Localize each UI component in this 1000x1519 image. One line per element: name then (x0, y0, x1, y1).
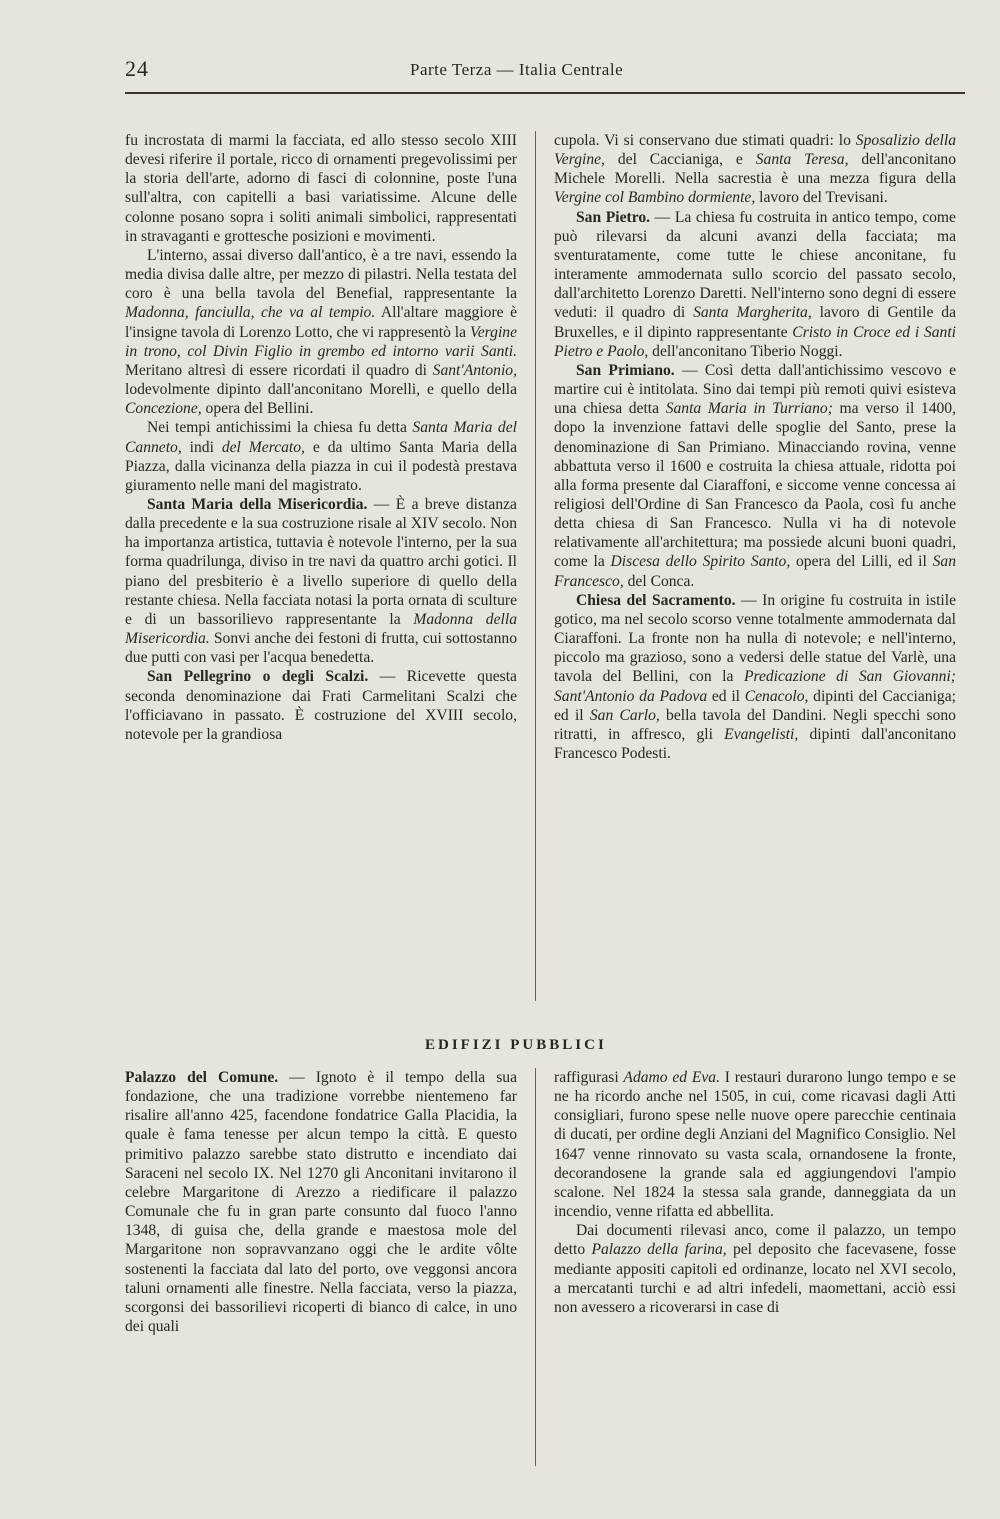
entry-heading: San Pietro. (576, 208, 651, 226)
text: indi (181, 438, 222, 456)
text: e da ultimo Santa Maria della Piazza, dalla vicinanza della piazza in cui il podestà prestava giuramento nelle mani del magistrato. (125, 438, 517, 494)
column-bottom-right (554, 1068, 956, 1317)
text: L'interno, assai diverso dall'antico, è a tre navi, essendo la media divisa dalle altre, per mezzo di pilastri. Nella testata del coro è una bella tavola del Benefial, rappresentante la (125, 246, 517, 303)
paragraph (554, 131, 956, 208)
paragraph (125, 246, 517, 418)
text: ma verso il 1400, dopo la invenzione fattavi delle spoglie del Santo, prese la denominazione di San Primiano. Minacciando rovina, venne abbattuta verso il 1600 e costruita la chiesa attuale, ridotta poi alla forma presente dal Ciaraffoni, e siccome venne concessa ai religiosi dell'Ordine di San Francesco da Paola, così fu anche detta chiesa di San Francesco. Nulla vi ha di notevole relativamente all'architettura; ma possiede alcuni buoni quadri, come la (554, 400, 956, 571)
artwork-title: Predicazione di San Giovanni; Sant'Antonio da Padova (554, 668, 956, 705)
artwork-title: Adamo ed Eva. (623, 1069, 720, 1086)
header-rule (125, 92, 965, 94)
paragraph (125, 418, 517, 495)
text: del Caccianiga, e (604, 151, 756, 169)
column-divider (535, 1068, 536, 1466)
text: Meritano altresì di essere ricordati il quadro di (125, 361, 433, 379)
section-heading: EDIFIZI PUBBLICI (425, 1037, 607, 1053)
text: — Ricevette questa seconda denominazione dai Frati Carmelitani Scalzi che l'officiavano in passato. È costruzione del XVIII secolo, notevole per la grandiosa (125, 668, 517, 743)
church-name: Santa Maria in Turriano; (665, 400, 833, 418)
artwork-title: Santa Margherita, (693, 304, 812, 322)
column-divider (535, 131, 536, 1001)
running-title: Parte Terza — Italia Centrale (410, 60, 624, 79)
artwork-title: Evangelisti, (724, 725, 799, 743)
text: fu incrostata di marmi la facciata, ed allo stesso secolo XIII devesi riferire il portale, ricco di ornamenti pregevolissimi per la storia dell'arte, adorno di fasci di colonnine, poste l'una sull'altra, con capitelli a basi variatissime. Alcune delle colonne posano sopra i soliti animali simbolici, rappresentati in stravaganti e grottesche posizioni e movimenti. (125, 132, 517, 245)
column-top-right (554, 131, 956, 763)
text: dipinti del Caccianiga; ed il (554, 687, 956, 724)
text: bella tavola del Dandini. Negli specchi sono ritratti, in affresco, gli (554, 706, 956, 743)
text: lavoro del Trevisani. (755, 189, 888, 207)
paragraph (125, 495, 517, 667)
artwork-title: Madonna della Misericordia. (125, 610, 517, 648)
entry-heading: Palazzo del Comune. (125, 1069, 279, 1086)
paragraph (554, 591, 956, 763)
text: All'altare maggiore è l'insigne tavola di Lorenzo Lotto, che vi rappresentò la (125, 304, 517, 341)
entry-heading: San Primiano. (576, 361, 675, 379)
text: opera del Bellini. (201, 400, 314, 418)
text: pel deposito che facevasene, fosse mediante appositi capitoli ed ordinanze, locato nel XVI secolo, a mercatanti turchi e ad altri infedeli, maomettani, acciò essi non avessero a ricoverarsi in case di (554, 1241, 956, 1316)
text: — È a breve distanza dalla precedente e la sua costruzione risale al XIV secolo. Non ha importanza artistica, tuttavia è notevole l'interno, per la sua forma quadrilunga, diviso in tre navi da quattro archi gotici. Il piano del presbiterio è a livello superiore di quello della restante chiesa. Nella facciata notasi la porta ornata di sculture e di un bassorilievo rappresentante la (125, 495, 517, 628)
text: Nei tempi antichissimi la chiesa fu detta (147, 419, 413, 437)
text: ed il (707, 687, 745, 705)
artwork-title: San Francesco, (554, 553, 956, 590)
entry-heading: Chiesa del Sacramento. (576, 591, 736, 609)
text: dell'anconitano Tiberio Noggi. (648, 342, 843, 360)
entry-heading: Santa Maria della Misericordia. (147, 495, 368, 513)
text: — In origine fu costruita in istile gotico, ma nel secolo scorso venne totalmente ammodernata dal Ciaraffoni. La fronte non ha nulla di notevole; e nell'interno, piccolo ma grazioso, sono a vedersi delle statue del Varlè, una tavola del Bellini, con la (554, 591, 956, 686)
artwork-title: Concezione, (125, 400, 202, 418)
text: lavoro di Gentile da Bruxelles, e il dipinto rappresentante (554, 304, 957, 341)
text: Sonvi anche dei festoni di frutta, cui sottostanno due putti con vasi per l'acqua benedetta. (125, 630, 517, 667)
column-top-left (125, 131, 517, 744)
text: — La chiesa fu costruita in antico tempo, come può rilevarsi da alcuni avanzi della facciata; ma sventuratamente, come tutte le chiese anconitane, fu interamente ammodernata sullo scorcio del passato secolo, dall'architetto Lorenzo Daretti. Nell'interno sono degni di essere veduti: il quadro di (554, 208, 956, 322)
artwork-title: Cenacolo, (744, 687, 809, 705)
church-name: Santa Maria del Canneto, (125, 419, 517, 456)
text: I restauri durarono lungo tempo e se ne ha ricordo anche nel 1505, in cui, come ricavasi dagli Atti consigliari, furono spese nelle nuove opere parecchie centinaia di ducati, per ordine degli Anziani del Magnifico Consiglio. Nel 1647 venne rinnovato su vasta scala, ornandosene la fronte, decorandosene la grande sala ed aggiungendovi l'ampio scalone. Nel 1824 la stessa sala grande, danneggiata da un incendio, venne rifatta ed abbellita. (554, 1069, 956, 1221)
text: — Così detta dall'antichissimo vescovo e martire cui è intitolata. Sino dai tempi più remoti quivi esisteva una chiesa detta (554, 361, 956, 418)
paragraph (125, 667, 517, 744)
church-name: del Mercato, (221, 438, 305, 456)
paragraph (125, 1068, 517, 1336)
text: del Conca. (623, 572, 695, 590)
text: raffigurasi (554, 1069, 624, 1086)
paragraph (125, 131, 517, 246)
entry-heading: San Pellegrino o degli Scalzi. (147, 668, 369, 686)
text: — Ignoto è il tempo della sua fondazione, che una tradizione vorrebbe nientemeno far risalire all'anno 425, facendone fondatrice Galla Placidia, la quale è fama tenesse per alcun tempo la città. E questo primitivo palazzo sarebbe stato distrutto e incendiato dai Saraceni nel secolo IX. Nel 1270 gli Anconitani invitarono il celebre Margaritone di Arezzo a riedificare il palazzo Comunale che fu in gran parte consunto dal fuoco l'anno 1348, di guisa che, della grande e maestosa mole del Margaritone non sopravvanzano oggi che le ardite vôlte sostenenti la facciata dal lato del porto, ove veggonsi ancora taluni ornamenti alle finestre. Nella facciata, verso la piazza, scorgonsi dei bassorilievi ricoperti di bianco di calce, in uno dei quali (125, 1069, 517, 1336)
building-name: Palazzo della farina, (591, 1241, 727, 1259)
paragraph (554, 1068, 956, 1221)
text: Dai documenti rilevasi anco, come il palazzo, un tempo detto (554, 1222, 956, 1259)
text: opera del Lilli, ed il (790, 553, 933, 571)
text: dell'anconitano Michele Morelli. Nella sacrestia è una mezza figura della (554, 151, 956, 188)
artwork-title: San Carlo, (589, 706, 660, 724)
paragraph (554, 208, 956, 361)
artwork-title: Madonna, fanciulla, che va al tempio. (125, 304, 376, 322)
artwork-title: Vergine in trono, col Divin Figlio in grembo ed intorno varii Santi. (125, 323, 517, 360)
text: dipinti dall'anconitano Francesco Podesti. (554, 725, 956, 762)
page-header (125, 56, 965, 88)
artwork-title: Cristo in Croce ed i Santi Pietro e Paolo, (554, 323, 956, 360)
text: cupola. Vi si conservano due stimati quadri: lo (554, 132, 856, 149)
paragraph (554, 1221, 956, 1317)
artwork-title: Discesa dello Spirito Santo, (610, 553, 791, 571)
artwork-title: Vergine col Bambino dormiente, (554, 189, 756, 207)
page-number: 24 (125, 56, 149, 81)
column-bottom-left (125, 1068, 517, 1336)
artwork-title: Sant'Antonio, (432, 361, 517, 379)
text: lodevolmente dipinto dall'anconitano Morelli, e quello della (125, 381, 517, 399)
artwork-title: Santa Teresa, (755, 151, 849, 169)
paragraph (554, 361, 956, 591)
artwork-title: Sposalizio della Vergine, (554, 132, 957, 169)
